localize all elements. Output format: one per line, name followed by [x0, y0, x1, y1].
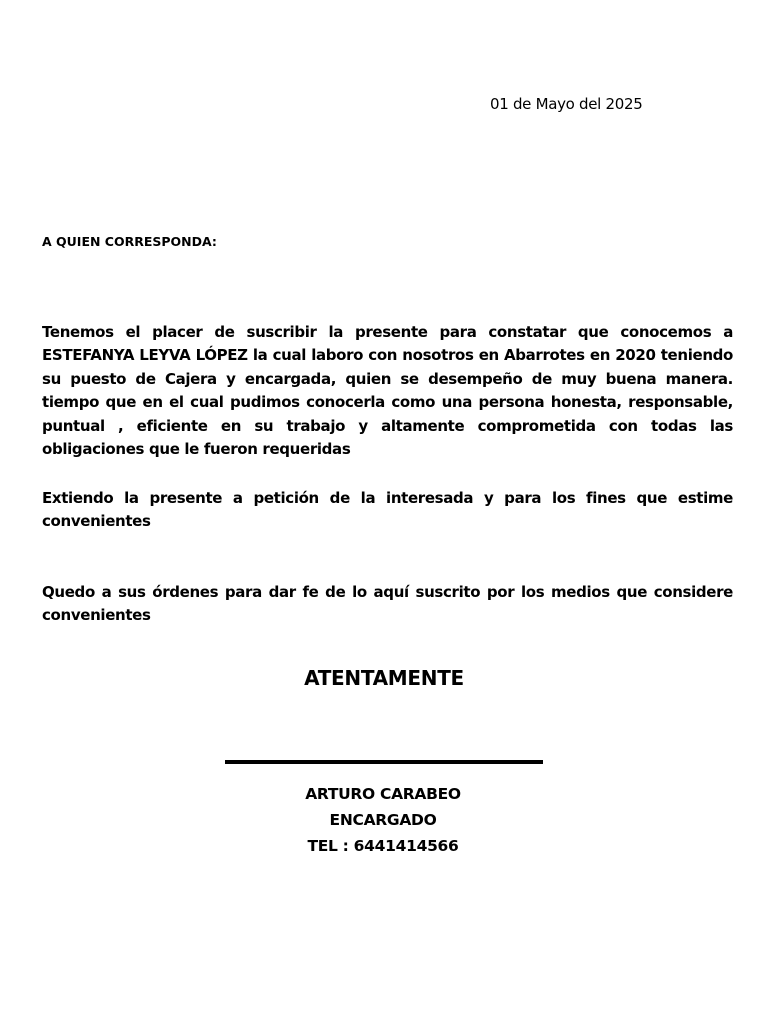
signer-role: ENCARGADO	[329, 811, 437, 829]
signature-block	[0, 781, 766, 859]
closing-salutation: ATENTAMENTE	[304, 666, 464, 690]
body-paragraph-1: Tenemos el placer de suscribir la presente para constatar que conocemos a ESTEFANYA LEYVA LÓPEZ la cual laboro con nosotros en Abarrotes en 2020 teniendo su puesto de Cajera y encargada, quien se desempeño de muy buena manera. tiempo que en el cual pudimos conocerla como una persona honesta, responsable, puntual , eficiente en su trabajo y altamente comprometida con todas las obligaciones que le fueron requeridas	[42, 323, 733, 459]
body-paragraph-3: Quedo a sus órdenes para dar fe de lo aquí suscrito por los medios que considere convenientes	[42, 583, 733, 625]
signature-line	[225, 760, 543, 764]
body-paragraph-2: Extiendo la presente a petición de la interesada y para los fines que estime convenientes	[42, 489, 733, 531]
signer-name: ARTURO CARABEO	[305, 785, 461, 803]
letter-addressee: A QUIEN CORRESPONDA:	[42, 234, 217, 249]
signer-phone: TEL : 6441414566	[307, 837, 459, 855]
letter-date: 01 de Mayo del 2025	[490, 95, 643, 113]
